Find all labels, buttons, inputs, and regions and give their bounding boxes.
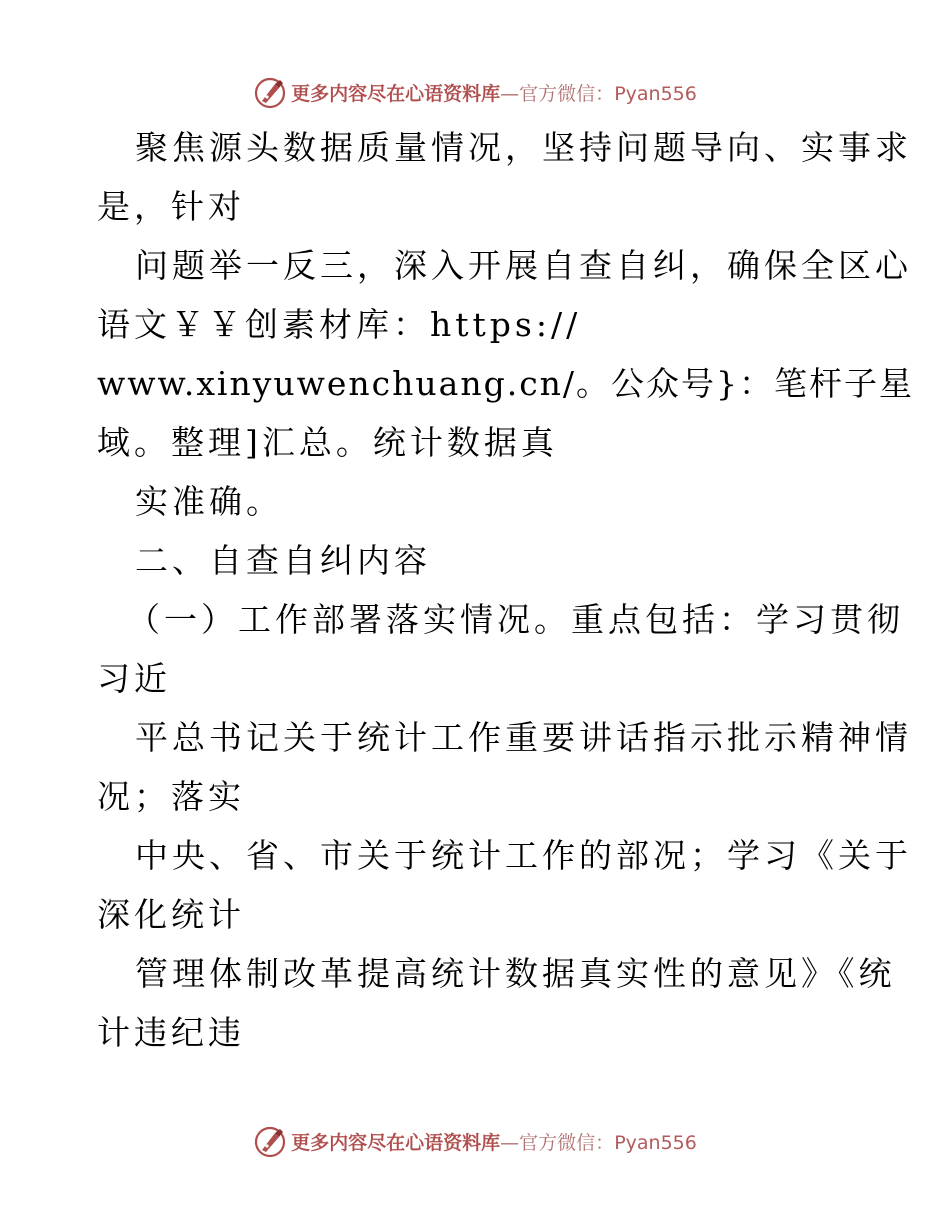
- body-line: 域。整理]汇总。统计数据真: [97, 423, 558, 462]
- body-line: 问题举一反三，深入开展自查自纠，确保全区心: [135, 246, 912, 285]
- section-heading: 二、自查自纠内容: [135, 541, 431, 580]
- pen-nib-seal-icon: [253, 1124, 287, 1158]
- body-line: 实准确。: [135, 482, 283, 521]
- body-line: 管理体制改革提高统计数据真实性的意见》《统: [135, 954, 896, 993]
- header-watermark-banner: [0, 72, 950, 112]
- body-line: 计违纪违: [97, 1013, 245, 1052]
- header-watermark-text: 更多内容尽在心语资料库—官方微信：Pyan556: [291, 82, 697, 105]
- body-line: 平总书记关于统计工作重要讲话指示批示精神情: [135, 718, 912, 757]
- footer-watermark-banner: [0, 1121, 950, 1161]
- body-line: www.xinyuwenchuang.cn/。公众号}：笔杆子星: [97, 364, 915, 403]
- body-line: 是，针对: [97, 187, 245, 226]
- body-line: 况；落实: [97, 777, 245, 816]
- body-line: 聚焦源头数据质量情况，坚持问题导向、实事求: [135, 128, 912, 167]
- document-body: [97, 118, 915, 1062]
- pen-nib-seal-icon: [253, 75, 287, 109]
- body-line: 深化统计: [97, 895, 245, 934]
- body-line: 中央、省、市关于统计工作的部况；学习《关于: [135, 836, 912, 875]
- body-line: 语文￥￥创素材库：https://: [97, 305, 582, 344]
- footer-watermark-text: 更多内容尽在心语资料库—官方微信：Pyan556: [291, 1131, 697, 1154]
- body-line: 习近: [97, 659, 171, 698]
- subsection-heading: （一）工作部署落实情况。重点包括：学习贯彻: [127, 600, 904, 639]
